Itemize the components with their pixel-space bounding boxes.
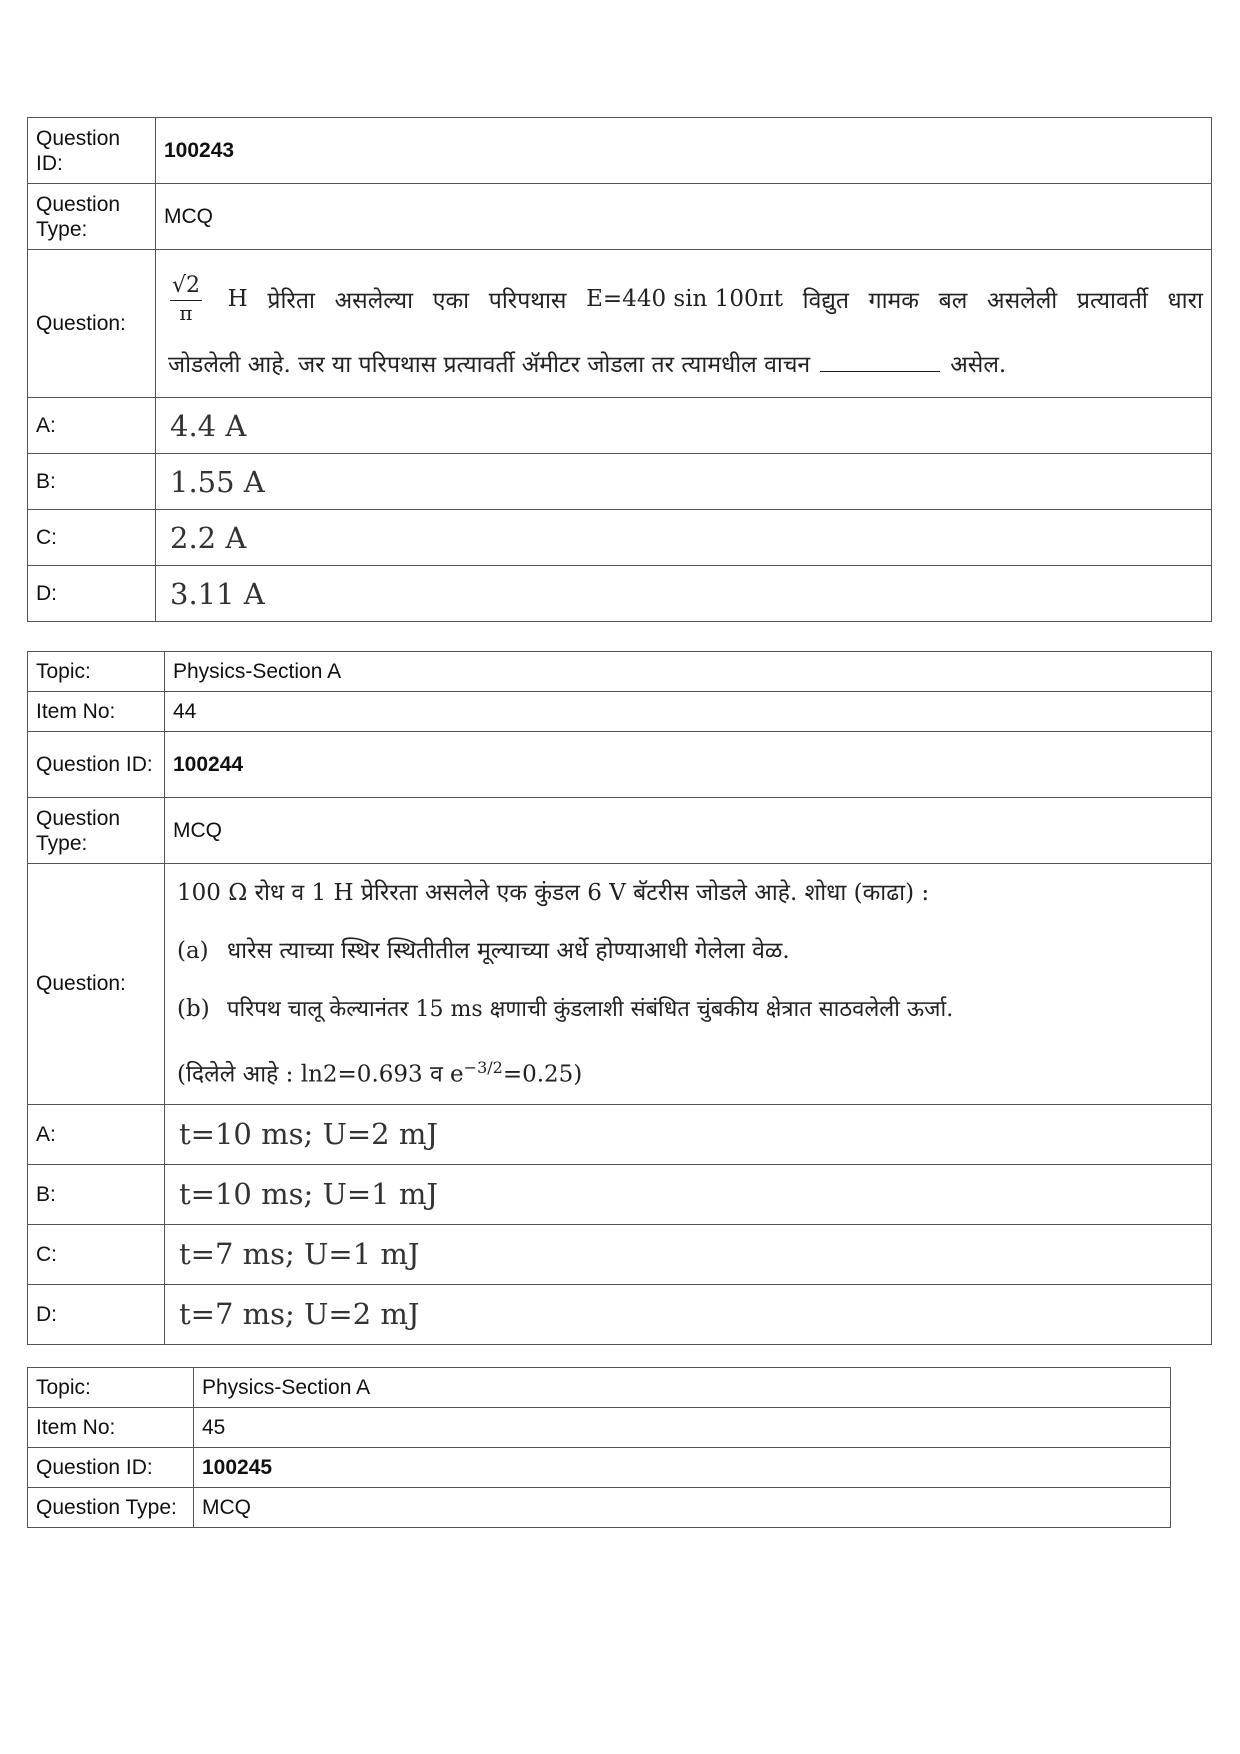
question-part-a	[177, 922, 1203, 980]
q1-line2-end: असेल.	[950, 352, 1007, 378]
part-a-text: धारेस त्याच्या स्थिर स्थितीतील मूल्याच्या अर्धे होण्याआधी गेलेला वेळ.	[227, 938, 790, 964]
q1-word: एका	[432, 287, 470, 314]
answer-blank	[820, 353, 940, 372]
given-suffix: =0.25)	[502, 1061, 583, 1088]
q1-word: बल	[938, 287, 968, 314]
question-100243-table	[27, 117, 1212, 622]
option-d-label: D:	[28, 1284, 165, 1344]
question-part-b	[177, 980, 1203, 1039]
item-no-label: Item No:	[28, 1408, 194, 1448]
item-no-value: 45	[194, 1408, 1171, 1448]
option-c-value: t=7 ms; U=1 mJ	[165, 1224, 1212, 1284]
option-c-value: 2.2 A	[156, 510, 1212, 566]
question-line-1	[164, 272, 1203, 325]
question-line-2	[164, 347, 1203, 379]
option-d-label: D:	[28, 566, 156, 622]
option-c-label: C:	[28, 510, 156, 566]
question-id-label: Question ID:	[28, 118, 156, 184]
q1-word: H	[227, 285, 248, 312]
question-label: Question:	[28, 250, 156, 398]
q1-line2-text: जोडलेली आहे. जर या परिपथास प्रत्यावर्ती ॲमीटर जोडला तर त्यामधील वाचन	[168, 352, 811, 378]
option-b-label: B:	[28, 454, 156, 510]
question-text	[156, 250, 1212, 398]
option-b-value: t=10 ms; U=1 mJ	[165, 1164, 1212, 1224]
question-id-value: 100245	[194, 1448, 1171, 1488]
item-no-label: Item No:	[28, 692, 165, 732]
topic-label: Topic:	[28, 652, 165, 692]
topic-label: Topic:	[28, 1368, 194, 1408]
question-type-label: Question Type:	[28, 1488, 194, 1528]
fraction-numerator: √2	[170, 272, 202, 301]
q1-word: गामक	[868, 287, 919, 314]
question-100244-table	[27, 651, 1212, 1345]
question-type-label: Question Type:	[28, 184, 156, 250]
option-d-value: t=7 ms; U=2 mJ	[165, 1284, 1212, 1344]
option-a-value: t=10 ms; U=2 mJ	[165, 1104, 1212, 1164]
question-line-1: 100 Ω रोध व 1 H प्रेरिरता असलेले एक कुंडल 6 V बॅटरीस जोडले आहे. शोधा (काढा) :	[177, 880, 930, 906]
question-type-label: Question Type:	[28, 798, 165, 864]
topic-value: Physics-Section A	[194, 1368, 1171, 1408]
question-id-label: Question ID:	[28, 1448, 194, 1488]
question-label: Question:	[28, 864, 165, 1105]
question-type-value: MCQ	[165, 798, 1212, 864]
option-b-label: B:	[28, 1164, 165, 1224]
q1-word: E=440 sin 100πt	[586, 285, 783, 312]
q1-word: प्रत्यावर्ती	[1076, 287, 1148, 314]
part-a-tag: (a)	[177, 938, 209, 964]
option-a-value: 4.4 A	[156, 398, 1212, 454]
option-c-label: C:	[28, 1224, 165, 1284]
given-exponent: −3/2	[463, 1058, 503, 1077]
option-b-value: 1.55 A	[156, 454, 1212, 510]
part-b-text: परिपथ चालू केल्यानंतर 15 ms क्षणाची कुंडलाशी संबंधित चुंबकीय क्षेत्रात साठवलेली ऊर्जा.	[227, 997, 954, 1022]
question-type-value: MCQ	[156, 184, 1212, 250]
question-id-label: Question ID:	[28, 732, 165, 798]
option-a-label: A:	[28, 1104, 165, 1164]
q1-word: असलेल्या	[334, 287, 414, 314]
q1-word: धारा	[1167, 287, 1203, 314]
item-no-value: 44	[165, 692, 1212, 732]
topic-value: Physics-Section A	[165, 652, 1212, 692]
option-a-label: A:	[28, 398, 156, 454]
part-b-tag: (b)	[177, 996, 210, 1022]
q1-word: परिपथास	[488, 287, 567, 314]
option-d-value: 3.11 A	[156, 566, 1212, 622]
question-given	[177, 1039, 1203, 1104]
q1-word: विद्युत	[802, 287, 849, 314]
question-100245-table	[27, 1367, 1171, 1528]
question-id-value: 100243	[156, 118, 1212, 184]
given-prefix: (दिलेले आहे : ln2=0.693 व e	[177, 1061, 464, 1088]
q1-word: प्रेरिता	[267, 287, 315, 314]
question-text	[165, 864, 1212, 1105]
q1-word: असलेली	[987, 287, 1058, 314]
question-id-value: 100244	[165, 732, 1212, 798]
fraction	[170, 272, 202, 325]
question-type-value: MCQ	[194, 1488, 1171, 1528]
fraction-denominator: π	[179, 301, 193, 325]
